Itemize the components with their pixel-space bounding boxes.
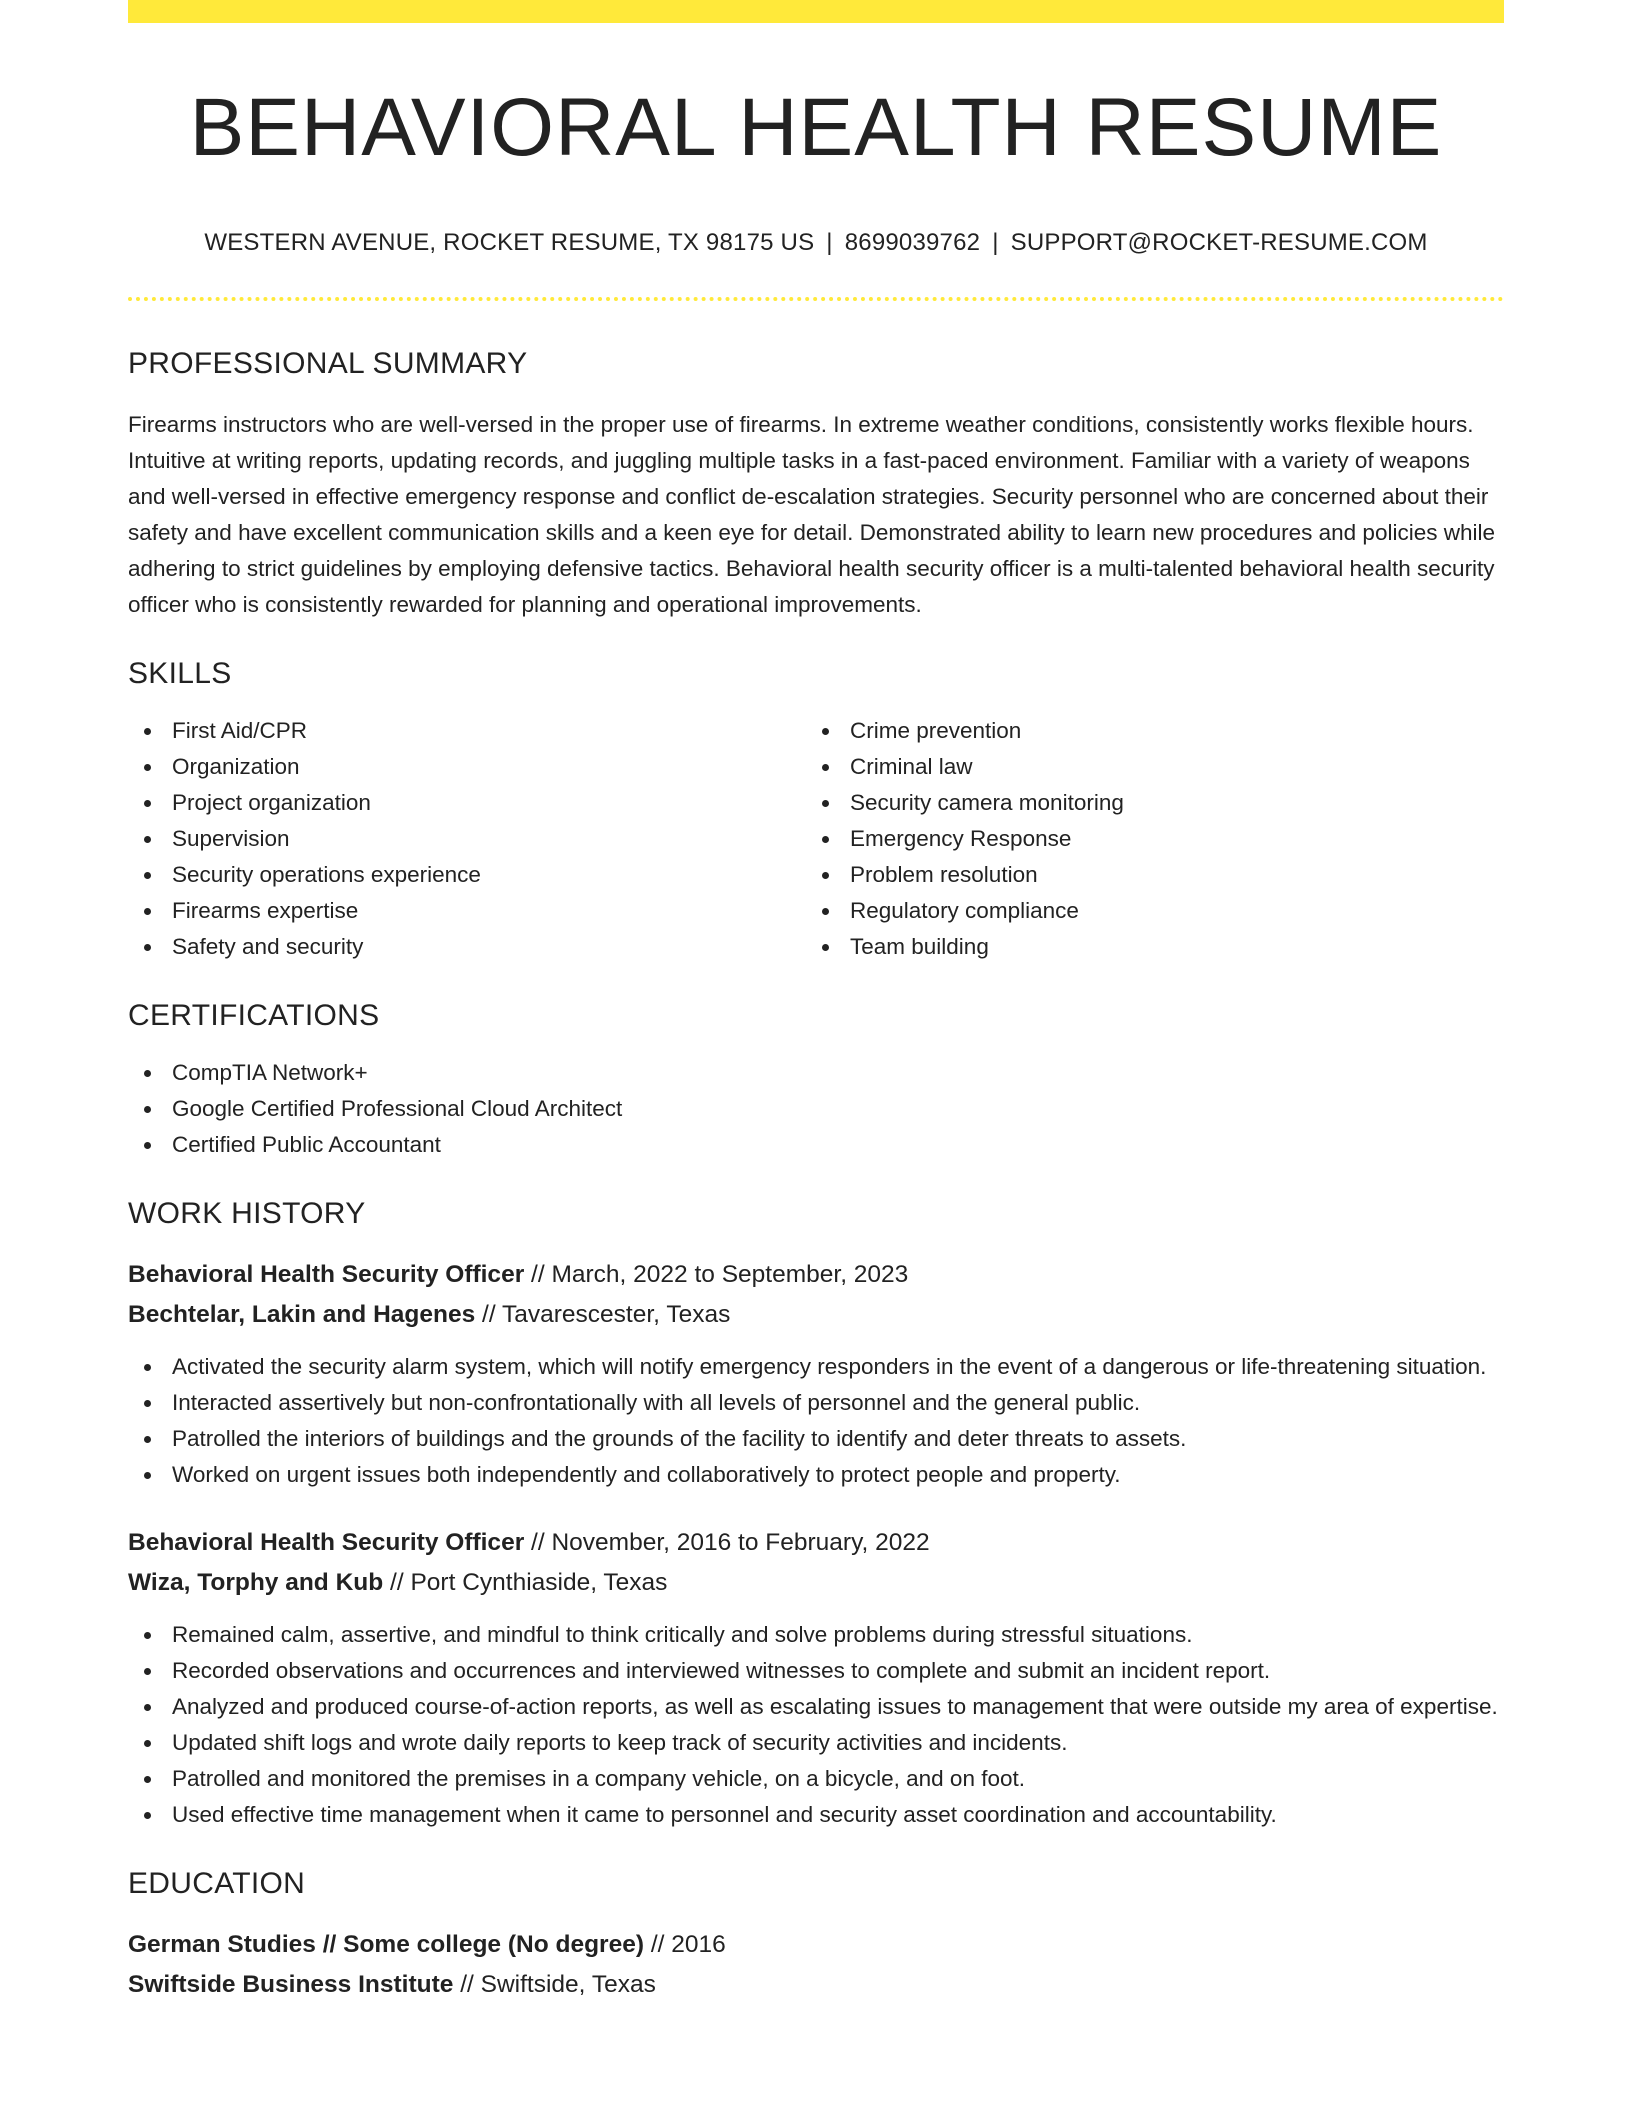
job-company-line (128, 1295, 1504, 1335)
job-entry (128, 1255, 1504, 1493)
education-year: // 2016 (650, 1931, 726, 1959)
job-duty: Updated shift logs and wrote daily reports to keep track of security activities and incidents. (128, 1725, 1504, 1761)
skill-item: Problem resolution (806, 857, 1484, 893)
resume-page (128, 0, 1504, 2005)
education-school-line (128, 1965, 1504, 2005)
contact-address: WESTERN AVENUE, ROCKET RESUME, TX 98175 US (204, 229, 815, 257)
skill-item: Firearms expertise (128, 893, 806, 929)
contact-line (128, 229, 1504, 257)
contact-email: SUPPORT@ROCKET-RESUME.COM (1010, 229, 1428, 257)
education-school: Swiftside Business Institute (128, 1971, 454, 1999)
contact-phone: 8699039762 (844, 229, 981, 257)
job-duty: Patrolled the interiors of buildings and the grounds of the facility to identify and deter threats to assets. (128, 1421, 1504, 1457)
education-location: // Swiftside, Texas (460, 1971, 656, 1999)
job-location: // Tavarescester, Texas (482, 1301, 731, 1329)
accent-bar (128, 0, 1504, 23)
skill-item: Project organization (128, 785, 806, 821)
job-entry (128, 1523, 1504, 1833)
skill-item: Organization (128, 749, 806, 785)
education-degree-line (128, 1925, 1504, 1965)
skill-item: Security operations experience (128, 857, 806, 893)
job-company: Wiza, Torphy and Kub (128, 1569, 384, 1597)
skill-item: Criminal law (806, 749, 1484, 785)
certification-item: Google Certified Professional Cloud Architect (128, 1091, 1504, 1127)
skills-list-left (128, 713, 806, 965)
job-company: Bechtelar, Lakin and Hagenes (128, 1301, 476, 1329)
job-title-line (128, 1255, 1504, 1295)
job-dates: // March, 2022 to September, 2023 (531, 1261, 909, 1289)
contact-separator: | (992, 229, 999, 257)
skills-grid (128, 713, 1504, 965)
certifications-heading: CERTIFICATIONS (128, 999, 380, 1033)
skill-item: Safety and security (128, 929, 806, 965)
summary-text: Firearms instructors who are well-versed in the proper use of firearms. In extreme weather conditions, consistently works flexible hours. Intuitive at writing reports, updating records, and juggling multiple tasks in a fast-paced environment. Familiar with a variety of weapons and well-versed in effective emergency response and conflict de-escalation strategies. Security personnel who are concerned about their safety and have excellent communication skills and a keen eye for detail. Demonstrated ability to learn new procedures and policies while adhering to strict guidelines by employing defensive tactics. Behavioral health security officer is a multi-talented behavioral health security officer who is consistently rewarded for planning and operational improvements. (128, 412, 1495, 618)
resume-title: BEHAVIORAL HEALTH RESUME (189, 82, 1443, 173)
skill-item: Security camera monitoring (806, 785, 1484, 821)
job-title: Behavioral Health Security Officer (128, 1261, 525, 1289)
skill-item: Team building (806, 929, 1484, 965)
job-title: Behavioral Health Security Officer (128, 1529, 525, 1557)
job-duty: Interacted assertively but non-confrontationally with all levels of personnel and the general public. (128, 1385, 1504, 1421)
job-duty: Remained calm, assertive, and mindful to think critically and solve problems during stressful situations. (128, 1617, 1504, 1653)
skills-list-right (806, 713, 1484, 965)
certification-item: Certified Public Accountant (128, 1127, 1504, 1163)
skill-item: Crime prevention (806, 713, 1484, 749)
job-duties-list (128, 1617, 1504, 1833)
job-duty: Patrolled and monitored the premises in a company vehicle, on a bicycle, and on foot. (128, 1761, 1504, 1797)
contact-separator: | (826, 229, 833, 257)
job-dates: // November, 2016 to February, 2022 (531, 1529, 930, 1557)
education-degree: German Studies // Some college (No degree) (128, 1931, 644, 1959)
certifications-list (128, 1055, 1504, 1163)
job-duty: Recorded observations and occurrences and interviewed witnesses to complete and submit an incident report. (128, 1653, 1504, 1689)
job-company-line (128, 1563, 1504, 1603)
certification-item: CompTIA Network+ (128, 1055, 1504, 1091)
dotted-divider (128, 297, 1504, 301)
job-duty: Used effective time management when it came to personnel and security asset coordination and accountability. (128, 1797, 1504, 1833)
job-location: // Port Cynthiaside, Texas (390, 1569, 668, 1597)
job-duties-list (128, 1349, 1504, 1493)
job-duty: Activated the security alarm system, which will notify emergency responders in the event of a dangerous or life-threatening situation. (128, 1349, 1504, 1385)
skill-item: Emergency Response (806, 821, 1484, 857)
work-history-heading: WORK HISTORY (128, 1197, 366, 1231)
job-duty: Worked on urgent issues both independently and collaboratively to protect people and property. (128, 1457, 1504, 1493)
job-title-line (128, 1523, 1504, 1563)
summary-heading: PROFESSIONAL SUMMARY (128, 347, 528, 381)
skill-item: Regulatory compliance (806, 893, 1484, 929)
job-duty: Analyzed and produced course-of-action reports, as well as escalating issues to management that were outside my area of expertise. (128, 1689, 1504, 1725)
skill-item: First Aid/CPR (128, 713, 806, 749)
education-entry (128, 1925, 1504, 2005)
skill-item: Supervision (128, 821, 806, 857)
skills-heading: SKILLS (128, 657, 232, 691)
education-heading: EDUCATION (128, 1867, 306, 1901)
